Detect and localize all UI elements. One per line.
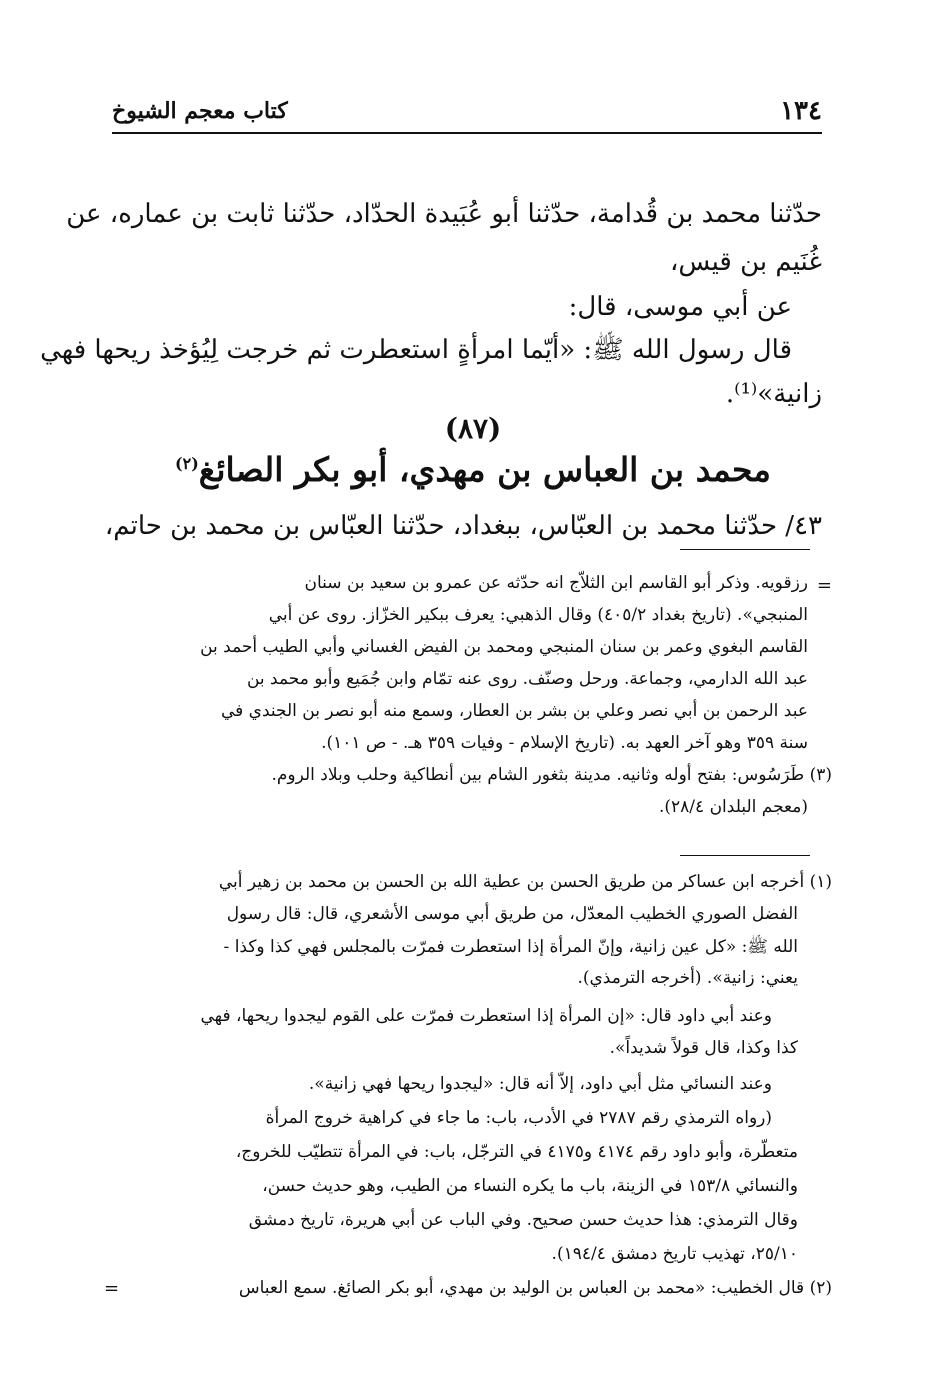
footnote-line: وعند النسائي مثل أبي داود، إلاّ أنه قال: «ليجدوا ريحها فهي زانية». [308,1074,772,1094]
footnote-line: كذا وكذا، قال قولاً شديداً». [609,1038,798,1058]
footnote-separator [680,549,810,550]
footnote-line: (١) أخرجه ابن عساكر من طريق الحسن بن عطية الله بن الحسن بن محمد بن زهير أبي [218,872,832,892]
footnote-line: الله ﷺ: «كل عين زانية، وإنّ المرأة إذا استعطرت فمرّت بالمجلس فهي كذا وكذا - [223,937,798,957]
entry-number: (٨٧) [444,412,502,445]
footnote-line: رزقويه. وذكر أبو القاسم ابن الثلاّج انه حدّثه عن عمرو بن سعيد بن سنان [304,573,808,593]
page-header [112,96,822,130]
footnote-line: عبد الرحمن بن أبي نصر وعلي بن بشر بن العطار، وسمع منه أبو نصر بن الجندي في [220,701,808,721]
footnote-line: (٢) قال الخطيب: «محمد بن العباس بن الوليد بن مهدي، أبو بكر الصائغ. سمع العباس [238,1278,832,1298]
header-rule [112,132,822,134]
running-title: كتاب معجم الشيوخ [112,98,288,124]
entry-title-text: محمد بن العباس بن مهدي، أبو بكر الصائغ [198,450,771,489]
main-text-line: زانية»⁽¹⁾. [725,379,822,409]
entry-title [0,450,946,489]
page-number: ١٣٤ [780,96,822,126]
main-text-line: قال رسول الله ﷺ: «أيّما امرأةٍ استعطرت ثم خرجت لِيُؤخذ ريحها فهي [40,335,792,365]
footnotes [122,872,832,1312]
footnote-line: وعند أبي داود قال: «إن المرأة إذا استعطرت فمرّت على القوم ليجدوا ريحها، فهي [200,1006,772,1026]
footnote-line: سنة ٣٥٩ وهو آخر العهد به. (تاريخ الإسلام - وفيات ٣٥٩ هـ. - ص ١٠١). [321,733,808,753]
main-text-line: غُنَيم بن قيس، [670,247,822,277]
footnote-line: متعطّرة، وأبو داود رقم ٤١٧٤ و٤١٧٥ في الترجّل، باب: في المرأة تتطيّب للخروج، [235,1142,798,1162]
entry-title-note-ref: (٢) [175,454,199,473]
footnote-line: وقال الترمذي: هذا حديث حسن صحيح. وفي الباب عن أبي هريرة، تاريخ دمشق [248,1210,798,1230]
continuation-marker: = [816,575,832,596]
footnote-line: يعني: زانية». (أخرجه الترمذي). [577,968,798,988]
continuation-marker: = [104,1278,120,1299]
footnote-line: (معجم البلدان ٢٨/٤). [659,797,808,817]
footnote-line: عبد الله الدارمي، وجماعة. ورحل وصنّف. روى عنه تمّام وابن جُمَيع وأبو محمد بن [246,669,808,689]
continued-footnotes [122,573,832,843]
main-text-line: حدّثنا محمد بن قُدامة، حدّثنا أبو عُبَيدة الحدّاد، حدّثنا ثابت بن عماره، عن [66,199,822,229]
footnote-line: (٣) طَرَسُوس: بفتح أوله وثانيه. مدينة بثغور الشام بين أنطاكية وحلب وبلاد الروم. [271,765,832,785]
footnote-line: والنسائي ١٥٣/٨ في الزينة، باب ما يكره النساء من الطيب، وهو حديث حسن، [262,1176,798,1196]
footnote-separator [680,855,810,856]
main-text-line: عن أبي موسى، قال: [568,292,792,322]
footnote-line: ٢٥/١٠، تهذيب تاريخ دمشق ١٩٤/٤). [551,1244,798,1264]
entry-first-line: ٤٣/ حدّثنا محمد بن العبّاس، ببغداد، حدّثنا العبّاس بن محمد بن حاتم، [104,511,822,541]
footnote-line: المنبجي». (تاريخ بغداد ٤٠٥/٢) وقال الذهبي: يعرف ببكير الخزّاز. روى عن أبي [268,605,808,625]
footnote-line: القاسم البغوي وعمر بن سنان المنبجي ومحمد بن الفيض الغساني وأبي الطيب أحمد بن [200,637,808,657]
main-text [40,196,822,416]
footnote-line: الفضل الصوري الخطيب المعدّل، من طريق أبي موسى الأشعري، قال: قال رسول [226,904,798,924]
entry-first-line-block [104,508,822,548]
footnote-line: (رواه الترمذي رقم ٢٧٨٧ في الأدب، باب: ما جاء في كراهية خروج المرأة [265,1108,772,1128]
